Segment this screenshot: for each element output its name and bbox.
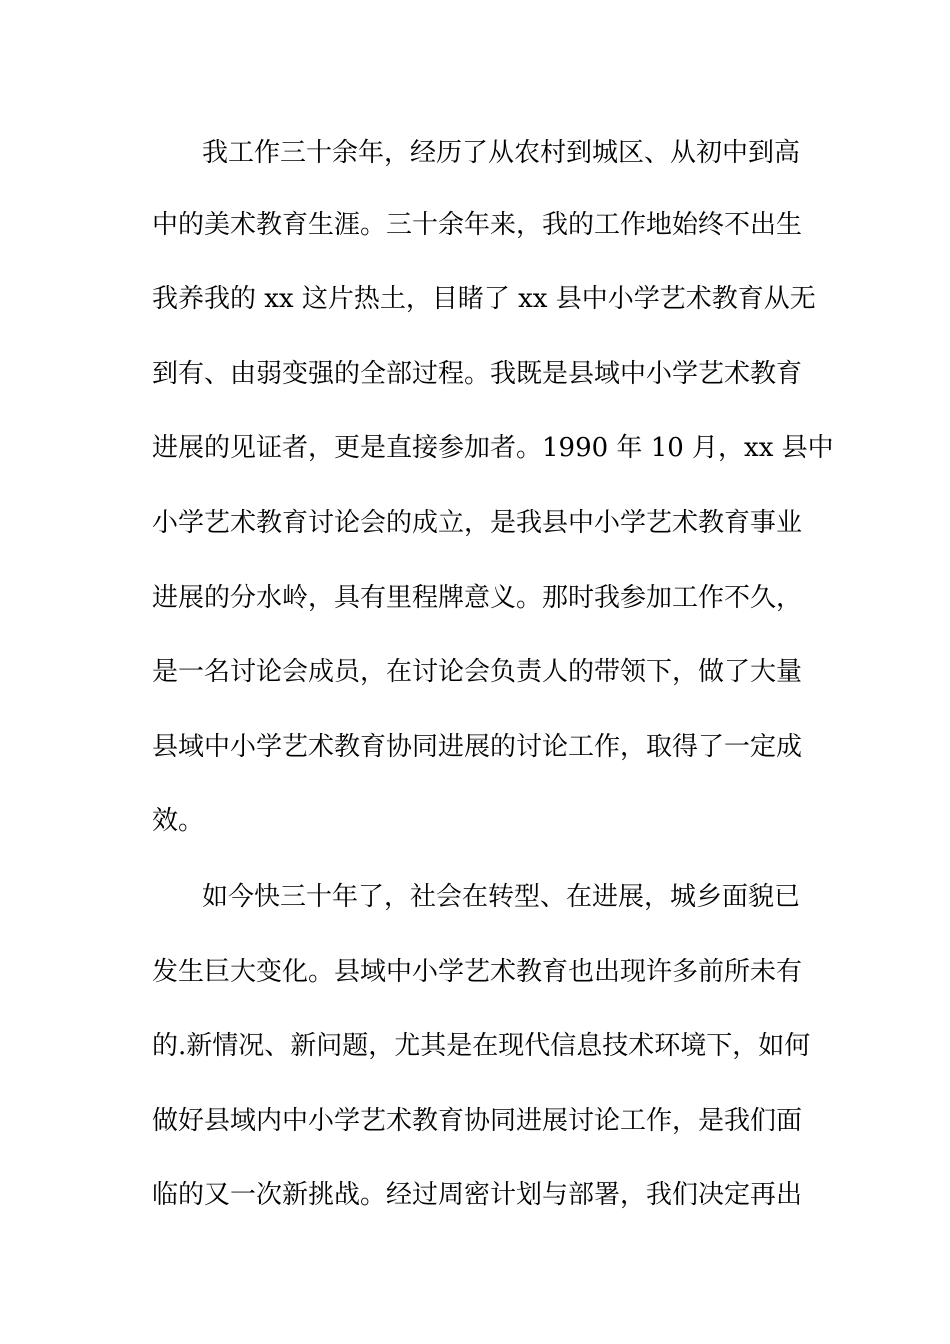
paragraph-1-line-1: 我工作三十余年，经历了从农村到城区、从初中到高	[202, 138, 801, 168]
paragraph-2-line-4: 做好县域内中小学艺术教育协同进展讨论工作，是我们面	[152, 1106, 803, 1136]
paragraph-2-line-5: 临的又一次新挑战。经过周密计划与部署，我们决定再出	[152, 1180, 803, 1210]
paragraph-1-line-10: 效。	[152, 806, 205, 836]
paragraph-1-line-4: 到有、由弱变强的全部过程。我既是县域中小学艺术教育	[152, 359, 803, 389]
paragraph-1-line-5: 进展的见证者，更是直接参加者。1990 年 10 月，xx 县中	[152, 433, 834, 463]
paragraph-1-line-2: 中的美术教育生涯。三十余年来，我的工作地始终不出生	[152, 210, 803, 240]
paragraph-1-line-6: 小学艺术教育讨论会的成立，是我县中小学艺术教育事业	[152, 508, 803, 538]
paragraph-2-line-2: 发生巨大变化。县域中小学艺术教育也出现许多前所未有	[152, 957, 803, 987]
paragraph-2-line-3: 的.新情况、新问题，尤其是在现代信息技术环境下，如何	[152, 1031, 811, 1061]
paragraph-1-line-9: 县域中小学艺术教育协同进展的讨论工作，取得了一定成	[152, 732, 803, 762]
paragraph-1-line-8: 是一名讨论会成员，在讨论会负责人的带领下，做了大量	[152, 657, 803, 687]
paragraph-2-line-1: 如今快三十年了，社会在转型、在进展，城乡面貌已	[202, 882, 801, 912]
paragraph-1-line-3: 我养我的 xx 这片热土，目睹了 xx 县中小学艺术教育从无	[152, 284, 816, 314]
paragraph-1-line-7: 进展的分水岭，具有里程牌意义。那时我参加工作不久，	[152, 583, 803, 613]
